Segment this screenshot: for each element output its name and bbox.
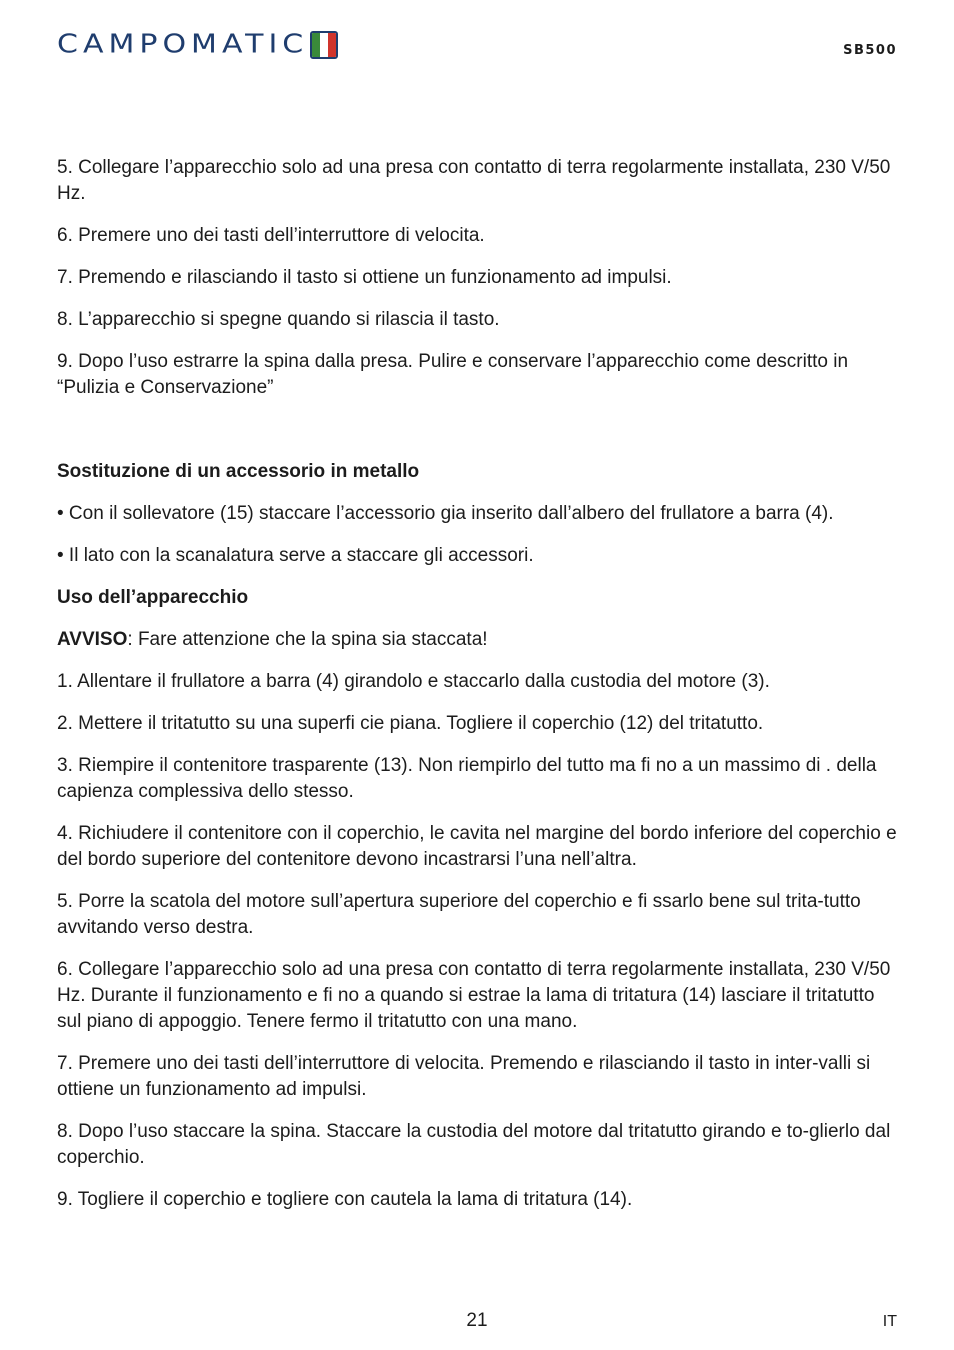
instruction-step: 6. Premere uno dei tasti dell’interruttore di velocita. bbox=[57, 225, 485, 246]
instruction-step: 2. Mettere il tritatutto su una superfi cie piana. Togliere il coperchio (12) del tritatutto. bbox=[57, 713, 764, 734]
warning-note bbox=[57, 627, 899, 653]
section-heading: Uso dell’apparecchio bbox=[57, 587, 249, 608]
instruction-step: 4. Richiudere il contenitore con il coperchio, le cavita nel margine del bordo inferiore del coperchio e del bordo superiore del contenitore devono incastrarsi l’una nell’altra. bbox=[57, 823, 897, 870]
model-label: SB500 bbox=[843, 43, 897, 58]
instruction-step: 1. Allentare il frullatore a barra (4) girandolo e staccarlo dalla custodia del motore (3). bbox=[57, 671, 770, 692]
instruction-step: 7. Premere uno dei tasti dell’interruttore di velocita. Premendo e rilasciando il tasto in inter-valli si ottiene un funzionamento ad impulsi. bbox=[57, 1053, 871, 1100]
instruction-step: 9. Dopo l’uso estrarre la spina dalla presa. Pulire e conservare l’apparecchio come descritto in “Pulizia e Conservazione” bbox=[57, 351, 849, 398]
instruction-step: 8. L’apparecchio si spegne quando si rilascia il tasto. bbox=[57, 309, 500, 330]
page-content bbox=[57, 155, 899, 1229]
instruction-step: 5. Collegare l’apparecchio solo ad una presa con contatto di terra regolarmente installata, 230 V/50 Hz. bbox=[57, 157, 891, 204]
instruction-step: 5. Porre la scatola del motore sull’apertura superiore del coperchio e fi ssarlo bene sul trita-tutto avvitando verso destra. bbox=[57, 891, 861, 938]
language-code: IT bbox=[882, 1313, 897, 1330]
page-number: 21 bbox=[466, 1310, 488, 1331]
warning-label: AVVISO bbox=[57, 629, 128, 650]
page-header bbox=[57, 30, 897, 70]
bullet-item: • Il lato con la scanalatura serve a staccare gli accessori. bbox=[57, 545, 534, 566]
instruction-step: 9. Togliere il coperchio e togliere con cautela la lama di tritatura (14). bbox=[57, 1189, 633, 1210]
bullet-item: • Con il sollevatore (15) staccare l’accessorio gia inserito dall’albero del frullatore a barra (4). bbox=[57, 503, 834, 524]
instruction-step: 8. Dopo l’uso staccare la spina. Staccare la custodia del motore dal tritatutto girando e to-glierlo dal coperchio. bbox=[57, 1121, 891, 1168]
logo-text: CAMPOMATIC bbox=[57, 29, 309, 60]
section-heading: Sostituzione di un accessorio in metallo bbox=[57, 461, 420, 482]
instruction-step: 3. Riempire il contenitore trasparente (13). Non riempirlo del tutto ma fi no a un massimo di . della capienza complessiva dello stesso. bbox=[57, 755, 877, 802]
instruction-step: 6. Collegare l’apparecchio solo ad una presa con contatto di terra regolarmente installata, 230 V/50 Hz. Durante il funzionamento e fi no a quando si estrae la lama di tritatura (14) lasciare il tritatutto sul piano di appoggio. Tenere fermo il tritatutto con una mano. bbox=[57, 959, 891, 1032]
campomatic-logo bbox=[57, 30, 338, 60]
italian-flag-icon bbox=[310, 31, 338, 59]
warning-text: : Fare attenzione che la spina sia staccata! bbox=[127, 629, 488, 650]
instruction-step: 7. Premendo e rilasciando il tasto si ottiene un funzionamento ad impulsi. bbox=[57, 267, 672, 288]
